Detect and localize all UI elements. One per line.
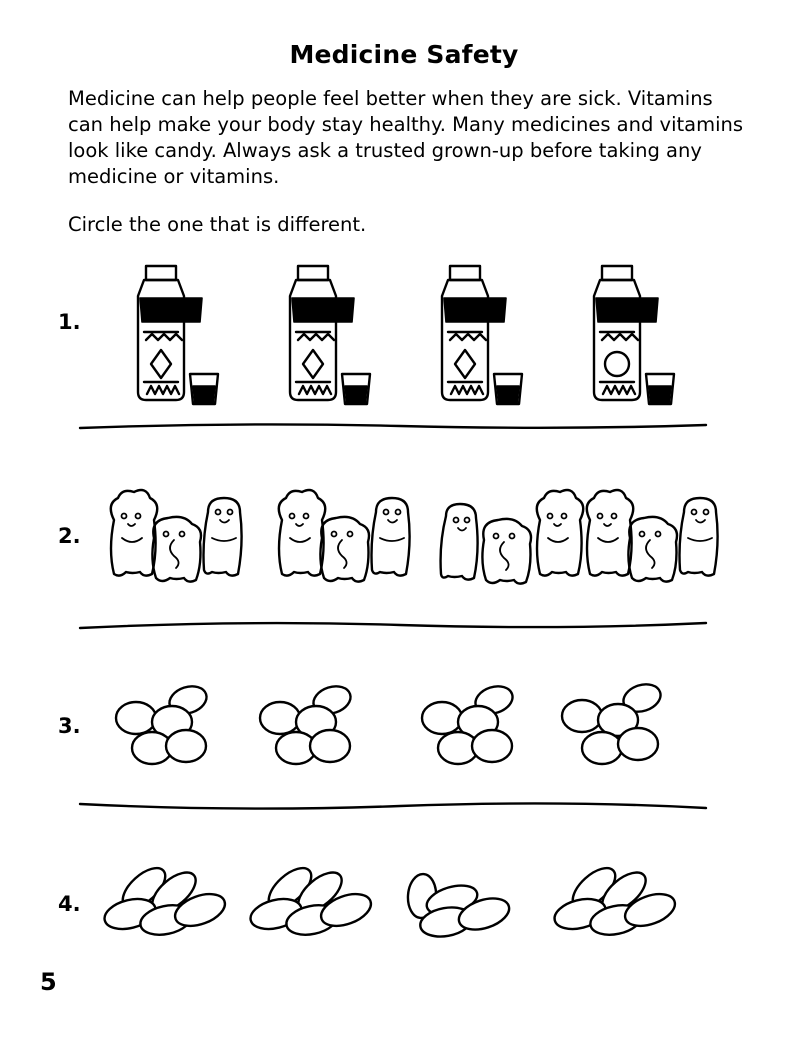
- exercise-number-2: 2.: [58, 524, 81, 548]
- divider-2: [78, 620, 708, 630]
- exercise-number-3: 3.: [58, 714, 81, 738]
- divider-1: [78, 422, 708, 432]
- page-title: Medicine Safety: [289, 40, 519, 69]
- exercise-number-1: 1.: [58, 310, 81, 334]
- divider-3: [78, 800, 708, 810]
- exercise-2-illustration[interactable]: [0, 482, 808, 602]
- vitamin-group-3-odd: [441, 490, 584, 584]
- odd-one-out-1: [594, 266, 674, 404]
- pill-group-4-odd: [562, 680, 664, 764]
- pill-group-2: [260, 682, 354, 764]
- exercise-4-illustration[interactable]: [0, 850, 808, 960]
- pill-group-1: [116, 682, 210, 764]
- vitamin-group-2: [279, 490, 410, 582]
- tablet-group-4: [551, 861, 679, 939]
- exercise-3-illustration[interactable]: [0, 672, 808, 782]
- vitamin-group-1: [111, 490, 242, 582]
- intro-paragraph: Medicine can help people feel better when they are sick. Vitamins can help make your body stay healthy. Many medicines and vitamins look like candy. Always ask a trusted grown-up before taking any medicine or vitamins.: [68, 87, 744, 188]
- pill-group-3: [422, 682, 516, 764]
- vitamin-group-4: [587, 490, 718, 582]
- page-number: 5: [40, 968, 57, 996]
- tablet-group-1: [101, 861, 229, 939]
- exercise-row-2: [0, 482, 808, 602]
- exercise-row-3: [0, 672, 808, 782]
- medicine-bottle-group-1: [138, 266, 674, 404]
- exercise-row-1: [0, 258, 808, 438]
- tablet-group-2: [247, 861, 375, 939]
- exercise-number-4: 4.: [58, 892, 81, 916]
- tablet-group-3-odd: [406, 873, 513, 940]
- instruction-text: Circle the one that is different.: [68, 213, 367, 236]
- exercise-row-4: [0, 850, 808, 960]
- exercise-1-illustration[interactable]: [0, 258, 808, 438]
